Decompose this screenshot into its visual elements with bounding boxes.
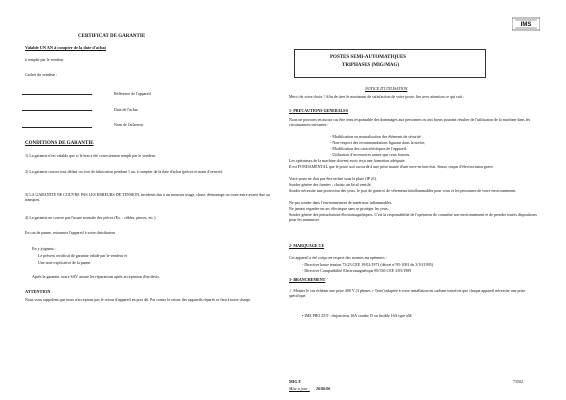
notice-title: NOTICE D'UTILISATION bbox=[365, 86, 408, 91]
s1-bullet-3: - Modification des caractéristiques de l'appareil, bbox=[330, 146, 407, 151]
s1-line-protection: Souder nécessite une protection des yeux, le port de gants et de vêtements ininflammables pour vous et les personnes de votre environnement. bbox=[289, 188, 517, 193]
ref-label: Référence de l'appareil bbox=[114, 91, 151, 96]
dealer-stamp-area bbox=[22, 88, 92, 128]
s1-line-emc: Souder génère des perturbations électromagnétiques. C'est la responsabilité de l'opérateur de connaître son environnement et de prendre toutes dispositions pour les minimiser bbox=[289, 212, 537, 222]
ref-line bbox=[22, 94, 92, 95]
s1-bullet-1: - Modification ou neutralisation des éléments de sécurité , bbox=[330, 134, 423, 139]
product-title-line-2: TRIPHASES (MIG/MAG) bbox=[342, 63, 400, 68]
section-3-text: ✓ Monter le cas échéant une prise 400 V (3 phases + Terre) adaptée à votre installation en sachant toutefois que chaque appareil nécessite une prise spécifique. bbox=[289, 288, 526, 298]
joining-item-certificate: Le présent certificat de garantie validé par le vendeur et bbox=[38, 253, 128, 258]
s1-line-flammable: Ne pas souder dans l'environnement de matériaux inflammables. bbox=[289, 200, 393, 205]
buyer-label: Nom de l'acheteur bbox=[114, 122, 144, 127]
section-1-text: Nous ne pouvons en aucun cas être tenu responsable des dommages aux personnes ou aux biens pouvant résulter de l'utilisation de la machine dans les circonstances suivantes : bbox=[289, 117, 531, 127]
after-warranty-note: Après la garantie, notre SAV assure les réparations après acceptation d'un devis. bbox=[32, 274, 160, 279]
fill-note: à remplir par le vendeur bbox=[25, 57, 64, 62]
attention-text: Nous vous rappelons que nous n'acceptons pas le retour d'appareil en port dû. Par contre le retour des appareils réparés se fera à notre charge. bbox=[25, 297, 252, 302]
condition-item-4: 4) La garantie ne couvre pas l'usure normale des pièces (Ex. : câbles, pinces, etc.). bbox=[25, 215, 157, 220]
conditions-title: CONDITIONS DE GARANTIE bbox=[25, 141, 94, 146]
intro-text: Merci de votre choix ! Afin de tirer le maximum de satisfaction de votre poste, lire avec attention ce qui suit : bbox=[289, 94, 465, 99]
directive-emc: - Directive Compatibilité Electromagnétique 89/336 CEE 3/05/1989 bbox=[302, 268, 412, 273]
footer-model: MIG 8 bbox=[289, 379, 301, 384]
s1-line-earth: Il est FONDAMENTAL que le poste soit raccordé à une prise munie d'une terre en bon état. Sinon, risque d'électrocution grave. bbox=[289, 164, 494, 169]
section-2-text: Cet appareil a été conçu en respect des normes européennes : bbox=[289, 255, 387, 260]
footer-code: 73502 bbox=[513, 379, 523, 384]
footer-update-label: Mise à jour : bbox=[289, 386, 310, 391]
validity-note: Valable UN AN à compter de la date d'achat bbox=[25, 45, 106, 50]
condition-item-2: 2) La garantie couvre tout défaut ou vice de fabrication pendant 1 an, à compter de la date d'achat (pièces et main d'oeuvre). bbox=[25, 169, 224, 174]
section-3-title: 3- BRANCHEMENT bbox=[289, 277, 326, 282]
section-2-title: 2- MARQUAGE CE bbox=[289, 243, 325, 248]
joining-item-note: Une note explicative de la panne. bbox=[38, 260, 92, 265]
s1-bullet-4: - Utilisation d'accessoires autres que ceux fournis. bbox=[330, 152, 411, 157]
s1-line-rain: Votre poste ne doit pas être utilisé sous la pluie (IP 21). bbox=[289, 176, 378, 181]
cachet-label: Cachet du vendeur : bbox=[25, 72, 58, 77]
condition-item-1: 1) La garantie n'est valable que si le bon a été correctement rempli par le vendeur. bbox=[25, 153, 156, 158]
directive-low-voltage: - Directive basse tension 73/23 CEE 19/02/1973 (décret n°95-1081 du 3/10/1995) bbox=[302, 262, 433, 267]
s1-line-eyes: Ne jamais regarder un arc électrique sans se protéger les yeux. bbox=[289, 206, 389, 211]
buyer-line bbox=[22, 127, 92, 128]
logo-text: IMS bbox=[520, 22, 532, 28]
ims-pro-breaker-note: • IMS PRO 25/9 : disjoncteur 16A courbe D ou fusible 16A type aM. bbox=[302, 313, 413, 318]
date-label: Date de l'achat bbox=[114, 107, 138, 112]
joining-label: En y joignant : bbox=[32, 246, 56, 251]
condition-item-3: 3) LA GARANTIE NE COUVRE PAS LES ERREURS DE TENSION, incidents dus à un mauvais usage, chute, démontage ou toute autre avarie due au transport. bbox=[25, 192, 270, 202]
date-line bbox=[22, 110, 92, 111]
certificate-title: CERTIFICAT DE GARANTIE bbox=[78, 34, 146, 39]
product-title-line-1: POSTES SEMI-AUTOMATIQUES bbox=[330, 55, 407, 60]
footer-update-date: 26/06/06 bbox=[316, 386, 331, 391]
brand-logo bbox=[512, 17, 540, 31]
attention-title: ATTENTION bbox=[25, 289, 51, 294]
return-instructions: En cas de panne, retournez l'appareil à votre distributeur bbox=[25, 230, 116, 235]
logo-mark bbox=[512, 17, 540, 31]
section-1-title: 1- PRECAUTIONS GENERALES bbox=[289, 108, 349, 113]
s1-line-fumes: Souder génère des fumées ; choisir un local ventilé. bbox=[289, 182, 372, 187]
s1-bullet-2: - Non-respect des recommandations figurant dans la notice, bbox=[330, 140, 426, 145]
s1-line-training: Les opérateurs de la machine doivent avoir reçu une formation adéquate . bbox=[289, 158, 407, 163]
